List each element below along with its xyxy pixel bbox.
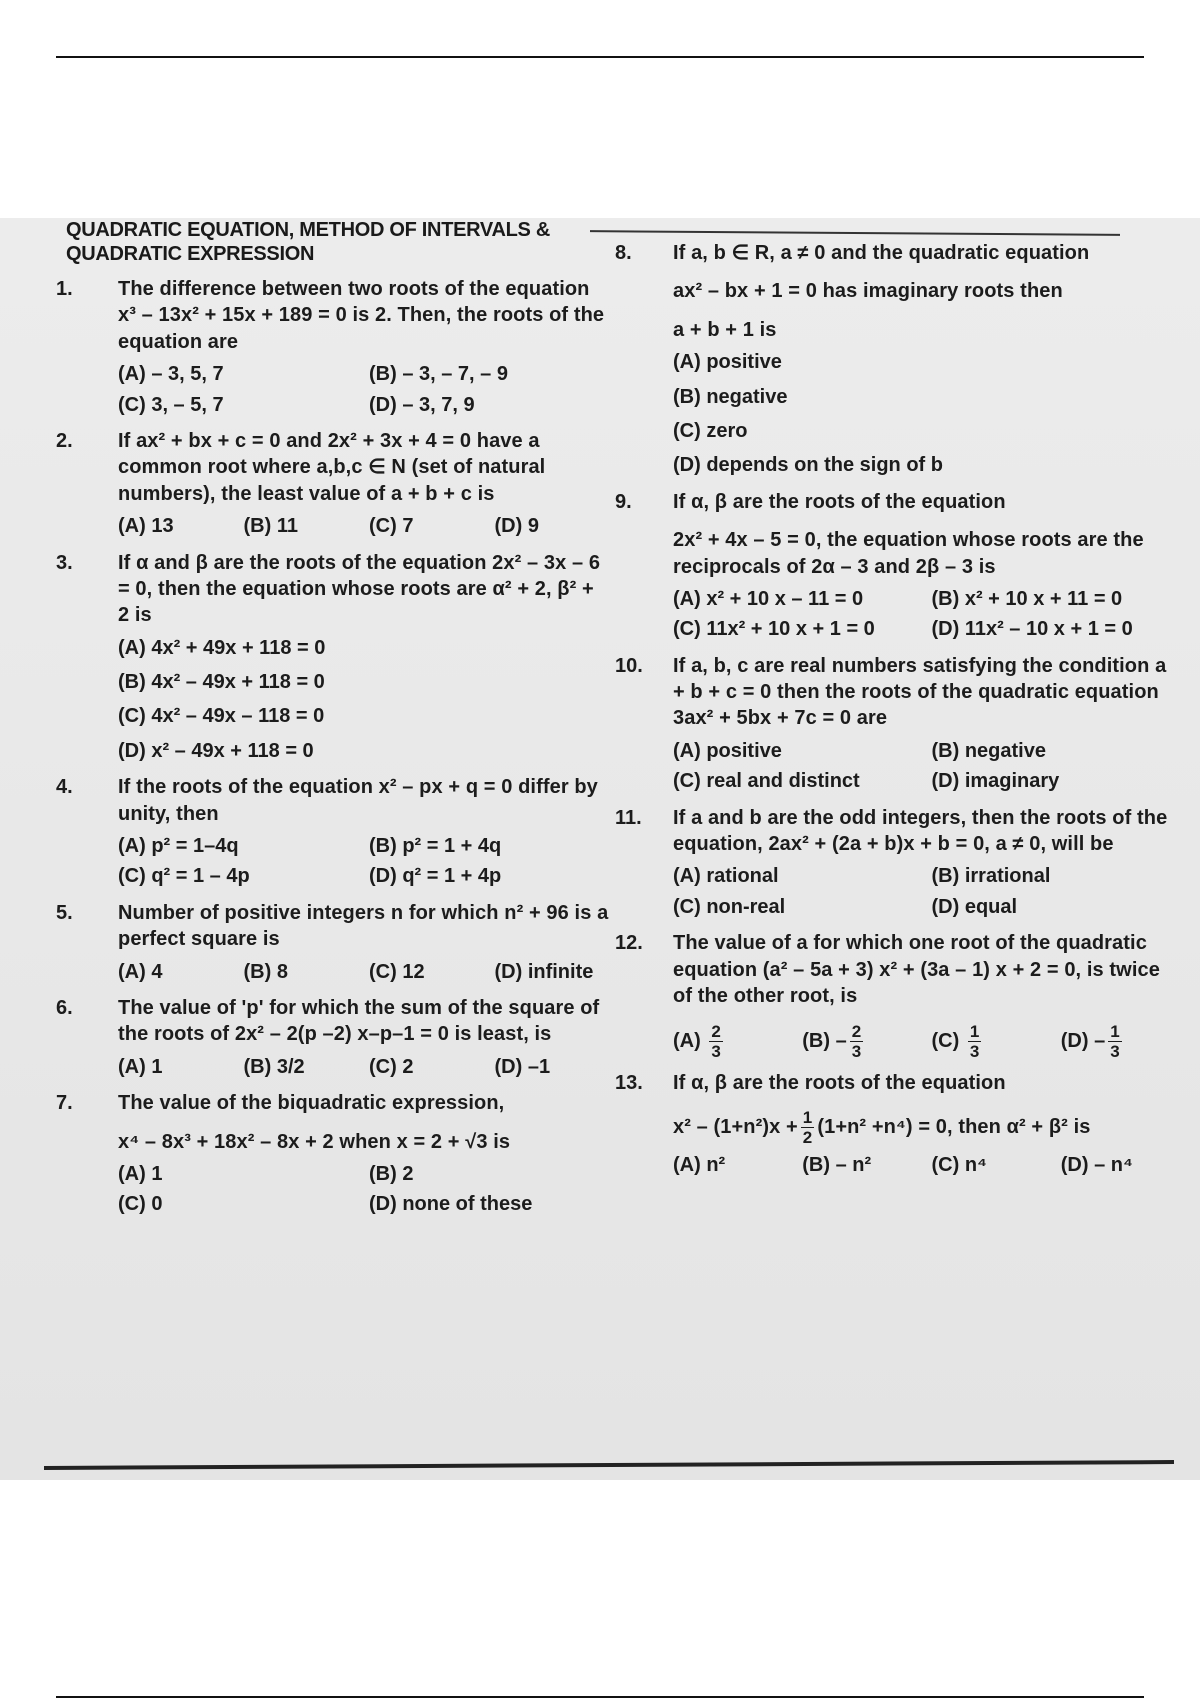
option-b[interactable]: (B) x² + 10 x + 11 = 0 [931,587,1123,610]
option-b[interactable]: (B) – $\frac{2}{3}$ [802,1022,862,1062]
option-a[interactable]: (A) – 3, 5, 7 [118,363,224,386]
question-number: 5. [56,901,73,924]
worksheet-photo [0,218,1200,1480]
question-9 [615,489,1180,643]
option-a[interactable]: (A) 1 [118,1162,163,1185]
option-a[interactable]: (A) p² = 1–4q [118,835,239,858]
question-number: 12. [615,932,643,955]
question-number: 2. [56,429,73,452]
option-b[interactable]: (B) 8 [243,960,288,983]
option-d[interactable]: (D) – 3, 7, 9 [369,393,475,416]
option-d[interactable]: (D) imaginary [931,770,1060,793]
option-c[interactable]: (C) 2 [369,1055,414,1078]
bottom-section-rule [44,1460,1174,1470]
option-b[interactable]: (B) – 3, – 7, – 9 [369,363,508,386]
question-text: If a, b ∈ R, a ≠ 0 and the quadratic equation [673,242,1090,264]
left-column [50,218,610,1218]
option-a[interactable]: (A) positive [673,739,782,762]
question-text: The value of the biquadratic expression, [118,1092,505,1115]
fraction: $\frac{1}{2}$ [802,1107,813,1147]
question-number: 3. [56,551,73,574]
option-a[interactable]: (A) $\frac{2}{3}$ [673,1022,721,1062]
option-d[interactable]: (D) – $\frac{1}{3}$ [1060,1022,1120,1062]
option-a[interactable]: (A) n² [673,1153,726,1176]
option-d[interactable]: (D) –1 [494,1055,551,1078]
question-text: The value of 'p' for which the sum of the square of the roots of 2x² – 2(p –2) x–p–1 = 0 is least, is [118,996,600,1046]
option-b[interactable]: (B) p² = 1 + 4q [369,835,502,858]
option-c[interactable]: (C) non-real [673,895,786,918]
option-a[interactable]: (A) 4 [118,960,163,983]
option-a[interactable]: (A) positive [673,351,782,374]
option-d[interactable]: (D) 11x² – 10 x + 1 = 0 [931,618,1133,641]
option-b[interactable]: (B) negative [673,385,788,408]
question-number: 1. [56,278,73,300]
question-text: If a, b, c are real numbers satisfying the condition a + b + c = 0 then the roots of the quadratic equation 3ax² + 5bx + 7c = 0 are [673,654,1167,730]
question-text: The value of a for which one root of the quadratic equation (a² – 5a + 3) x² + (3a – 1) x + 2 = 0, is twice of the other root, is [673,932,1160,1007]
question-text-line-2: ax² – bx + 1 = 0 has imaginary roots then [673,280,1063,303]
question-text-line-3: a + b + 1 is [673,318,777,341]
question-text: Number of positive integers n for which n² + 96 is a perfect square is [118,901,609,951]
option-d[interactable]: (D) equal [931,895,1018,918]
option-c[interactable]: (C) 4x² – 49x – 118 = 0 [118,705,325,728]
option-a[interactable]: (A) 1 [118,1055,163,1078]
question-5 [50,900,610,985]
question-number: 7. [56,1092,73,1115]
question-11 [615,805,1180,921]
right-column [615,218,1180,1178]
option-d[interactable]: (D) none of these [369,1193,533,1216]
option-d[interactable]: (D) 9 [494,515,539,538]
option-c[interactable]: (C) n⁴ [931,1153,987,1176]
question-12 [615,930,1180,1060]
option-c[interactable]: (C) zero [673,419,748,442]
question-7 [50,1090,610,1218]
question-text: If the roots of the equation x² – px + q = 0 differ by unity, then [118,776,598,825]
option-a[interactable]: (A) rational [673,865,779,888]
question-number: 13. [615,1072,643,1095]
question-number: 11. [615,806,642,829]
option-b[interactable]: (B) negative [931,739,1046,762]
option-d[interactable]: (D) infinite [494,960,594,983]
fraction: $\frac{2}{3}$ [711,1022,721,1062]
question-2 [50,428,610,540]
question-4 [50,774,610,890]
question-expression: x⁴ – 8x³ + 18x² – 8x + 2 when x = 2 + √3 is [118,1130,511,1153]
option-b[interactable]: (B) 3/2 [243,1055,305,1078]
option-c[interactable]: (C) 12 [369,960,425,983]
option-a[interactable]: (A) 13 [118,515,174,538]
question-expression: x² – (1+n²)x + $\frac{1}{2}$ (1+n² +n⁴) = 0, then α² + β² is [673,1107,1091,1147]
option-c[interactable]: (C) real and distinct [673,770,860,793]
option-c[interactable]: (C) q² = 1 – 4p [118,865,250,888]
option-b[interactable]: (B) 4x² – 49x + 118 = 0 [118,671,325,694]
option-b[interactable]: (B) 11 [243,515,298,538]
question-text: If α, β are the roots of the equation [673,1072,1006,1095]
option-d[interactable]: (D) x² – 49x + 118 = 0 [118,739,314,762]
question-text: If α and β are the roots of the equation 2x² – 3x – 6 = 0, then the equation whose roots are α² + 2, β² + 2 is [118,551,601,627]
top-rule [56,56,1144,58]
option-b[interactable]: (B) irrational [931,865,1051,888]
question-text: The difference between two roots of the equation x³ – 13x² + 15x + 189 = 0 is 2. Then, the roots of the equation are [118,278,605,353]
question-10 [615,653,1180,795]
question-number: 6. [56,996,73,1019]
option-a[interactable]: (A) 4x² + 49x + 118 = 0 [118,636,326,659]
question-8 [615,240,1180,479]
question-3 [50,550,610,765]
option-d[interactable]: (D) q² = 1 + 4p [369,865,502,888]
option-c[interactable]: (C) 7 [369,515,414,538]
question-number: 4. [56,776,73,799]
bottom-rule [56,1696,1144,1698]
fraction: $\frac{1}{3}$ [1110,1022,1120,1062]
question-number: 10. [615,654,643,677]
option-c[interactable]: (C) 0 [118,1193,163,1216]
option-d[interactable]: (D) – n⁴ [1060,1153,1133,1176]
question-number: 9. [615,490,632,513]
option-a[interactable]: (A) x² + 10 x – 11 = 0 [673,587,864,610]
option-c[interactable]: (C) 11x² + 10 x + 1 = 0 [673,618,875,641]
question-text: If α, β are the roots of the equation [673,490,1006,513]
option-b[interactable]: (B) – n² [802,1153,872,1176]
fraction: $\frac{2}{3}$ [851,1022,862,1062]
question-text: If ax² + bx + c = 0 and 2x² + 3x + 4 = 0 have a common root where a,b,c ∈ N (set of natural numbers), the least value of a + b + c is [118,429,546,505]
option-c[interactable]: (C) 3, – 5, 7 [118,393,224,416]
question-text: If a and b are the odd integers, then the roots of the equation, 2ax² + (2a + b)x + b = 0, a ≠ 0, will be [673,806,1168,856]
option-b[interactable]: (B) 2 [369,1162,414,1185]
question-13 [615,1070,1180,1178]
option-d[interactable]: (D) depends on the sign of b [673,454,943,477]
fraction: $\frac{1}{3}$ [969,1022,980,1062]
section-heading: QUADRATIC EQUATION, METHOD OF INTERVALS & QUADRATIC EXPRESSION [66,219,550,265]
question-1 [50,276,610,418]
question-text-line-2: 2x² + 4x – 5 = 0, the equation whose roots are the reciprocals of 2α – 3 and 2β – 3 is [673,529,1144,578]
question-6 [50,995,610,1080]
question-number: 8. [615,242,632,264]
option-c[interactable]: (C) $\frac{1}{3}$ [931,1022,980,1062]
